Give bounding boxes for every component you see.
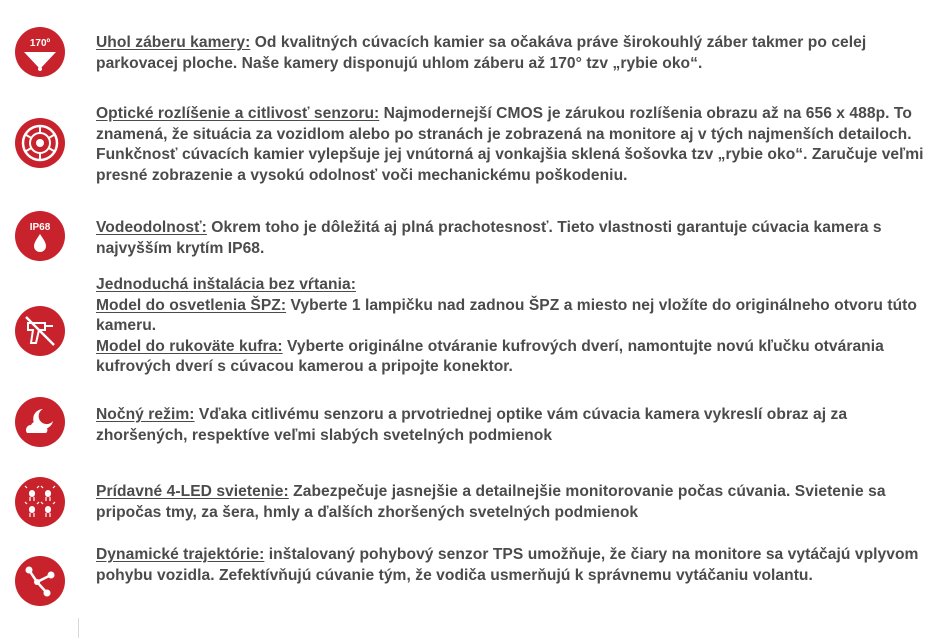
feature-description: inštalovaný pohybový senzor TPS umožňuje, že čiary na monitore sa vytáčajú vplyvom pohybu vozidla. Zefektívňujú cúvanie tým, že vodiča usmerňujú k správnemu vytáčaniu volantu.: [96, 546, 919, 584]
led-lights-icon: [15, 477, 65, 527]
viewing-angle-icon: [15, 27, 65, 77]
feature-description: Okrem toho je dôležitá aj plná prachotesnosť. Tieto vlastnosti garantuje cúvacia kamera s najvyšším krytím IP68.: [96, 219, 882, 257]
feature-text: [96, 104, 924, 186]
feature-label: Dynamické trajektórie:: [96, 546, 265, 563]
night-mode-icon: [15, 397, 65, 447]
feature-description: Vďaka citlivému senzoru a prvotriednej optike vám cúvacia kamera vykreslí obraz aj za zhoršených, respektíve veľmi slabých svetelných podmienok: [96, 406, 848, 444]
lens-aperture-icon: [15, 118, 65, 168]
feature-label: Uhol záberu kamery:: [96, 34, 251, 51]
feature-text: [96, 275, 924, 378]
feature-label: Optické rozlíšenie a citlivosť senzoru:: [96, 105, 380, 122]
feature-description-2: Vyberte originálne otváranie kufrových dverí, namontujte novú kľučku otvárania kufrových dverí s cúvacou kamerou a pripojte konektor.: [96, 337, 884, 375]
divider-line: [78, 618, 79, 638]
ip-badge-text: IP68: [29, 222, 51, 233]
feature-label: Vodeodolnosť:: [96, 219, 207, 236]
feature-text: [96, 33, 924, 74]
feature-label: Model do osvetlenia ŠPZ:: [96, 296, 287, 314]
feature-description: Najmodernejší CMOS je zárukou rozlíšenia obrazu až na 656 x 488p. To znamená, že situácia za vozidlom alebo po stranách je zobrazená na monitore aj v tých najmenších detailoch. Funkčnosť cúvacích kamier vylepšuje jej vnútorná aj vonkajšia sklená šošovka tzv „rybie oko“. Zaručuje veľmi presné zobrazenie a vysokú odolnosť voči mechanickému poškodeniu.: [96, 105, 924, 184]
water-drop-icon: [15, 211, 65, 261]
feature-text: [96, 545, 924, 586]
feature-label-2: Model do rukoväte kufra:: [96, 337, 283, 355]
angle-badge-text: 170º: [29, 38, 51, 49]
feature-heading: Jednoduchá inštalácia bez vŕtania:: [96, 276, 356, 293]
feature-text: [96, 405, 924, 446]
no-drill-icon: [15, 306, 65, 356]
feature-text: [96, 482, 924, 523]
feature-label: Prídavné 4-LED svietenie:: [96, 483, 289, 500]
trajectory-icon: [15, 556, 65, 606]
feature-description: Vyberte 1 lampičku nad zadnou ŠPZ a miesto nej vložíte do originálneho otvoru túto kameru.: [96, 296, 917, 334]
feature-text: [96, 218, 924, 259]
feature-description: Od kvalitných cúvacích kamier sa očakáva práve širokouhlý záber takmer po celej parkovacej ploche. Naše kamery disponujú uhlom záberu až 170° tzv „rybie oko“.: [96, 34, 867, 72]
feature-description: Zabezpečuje jasnejšie a detailnejšie monitorovanie počas cúvania. Svietenie sa pripočas tmy, za šera, hmly a ďalších zhoršených svetelných podmienok: [96, 483, 886, 521]
feature-label: Nočný režim:: [96, 406, 195, 423]
